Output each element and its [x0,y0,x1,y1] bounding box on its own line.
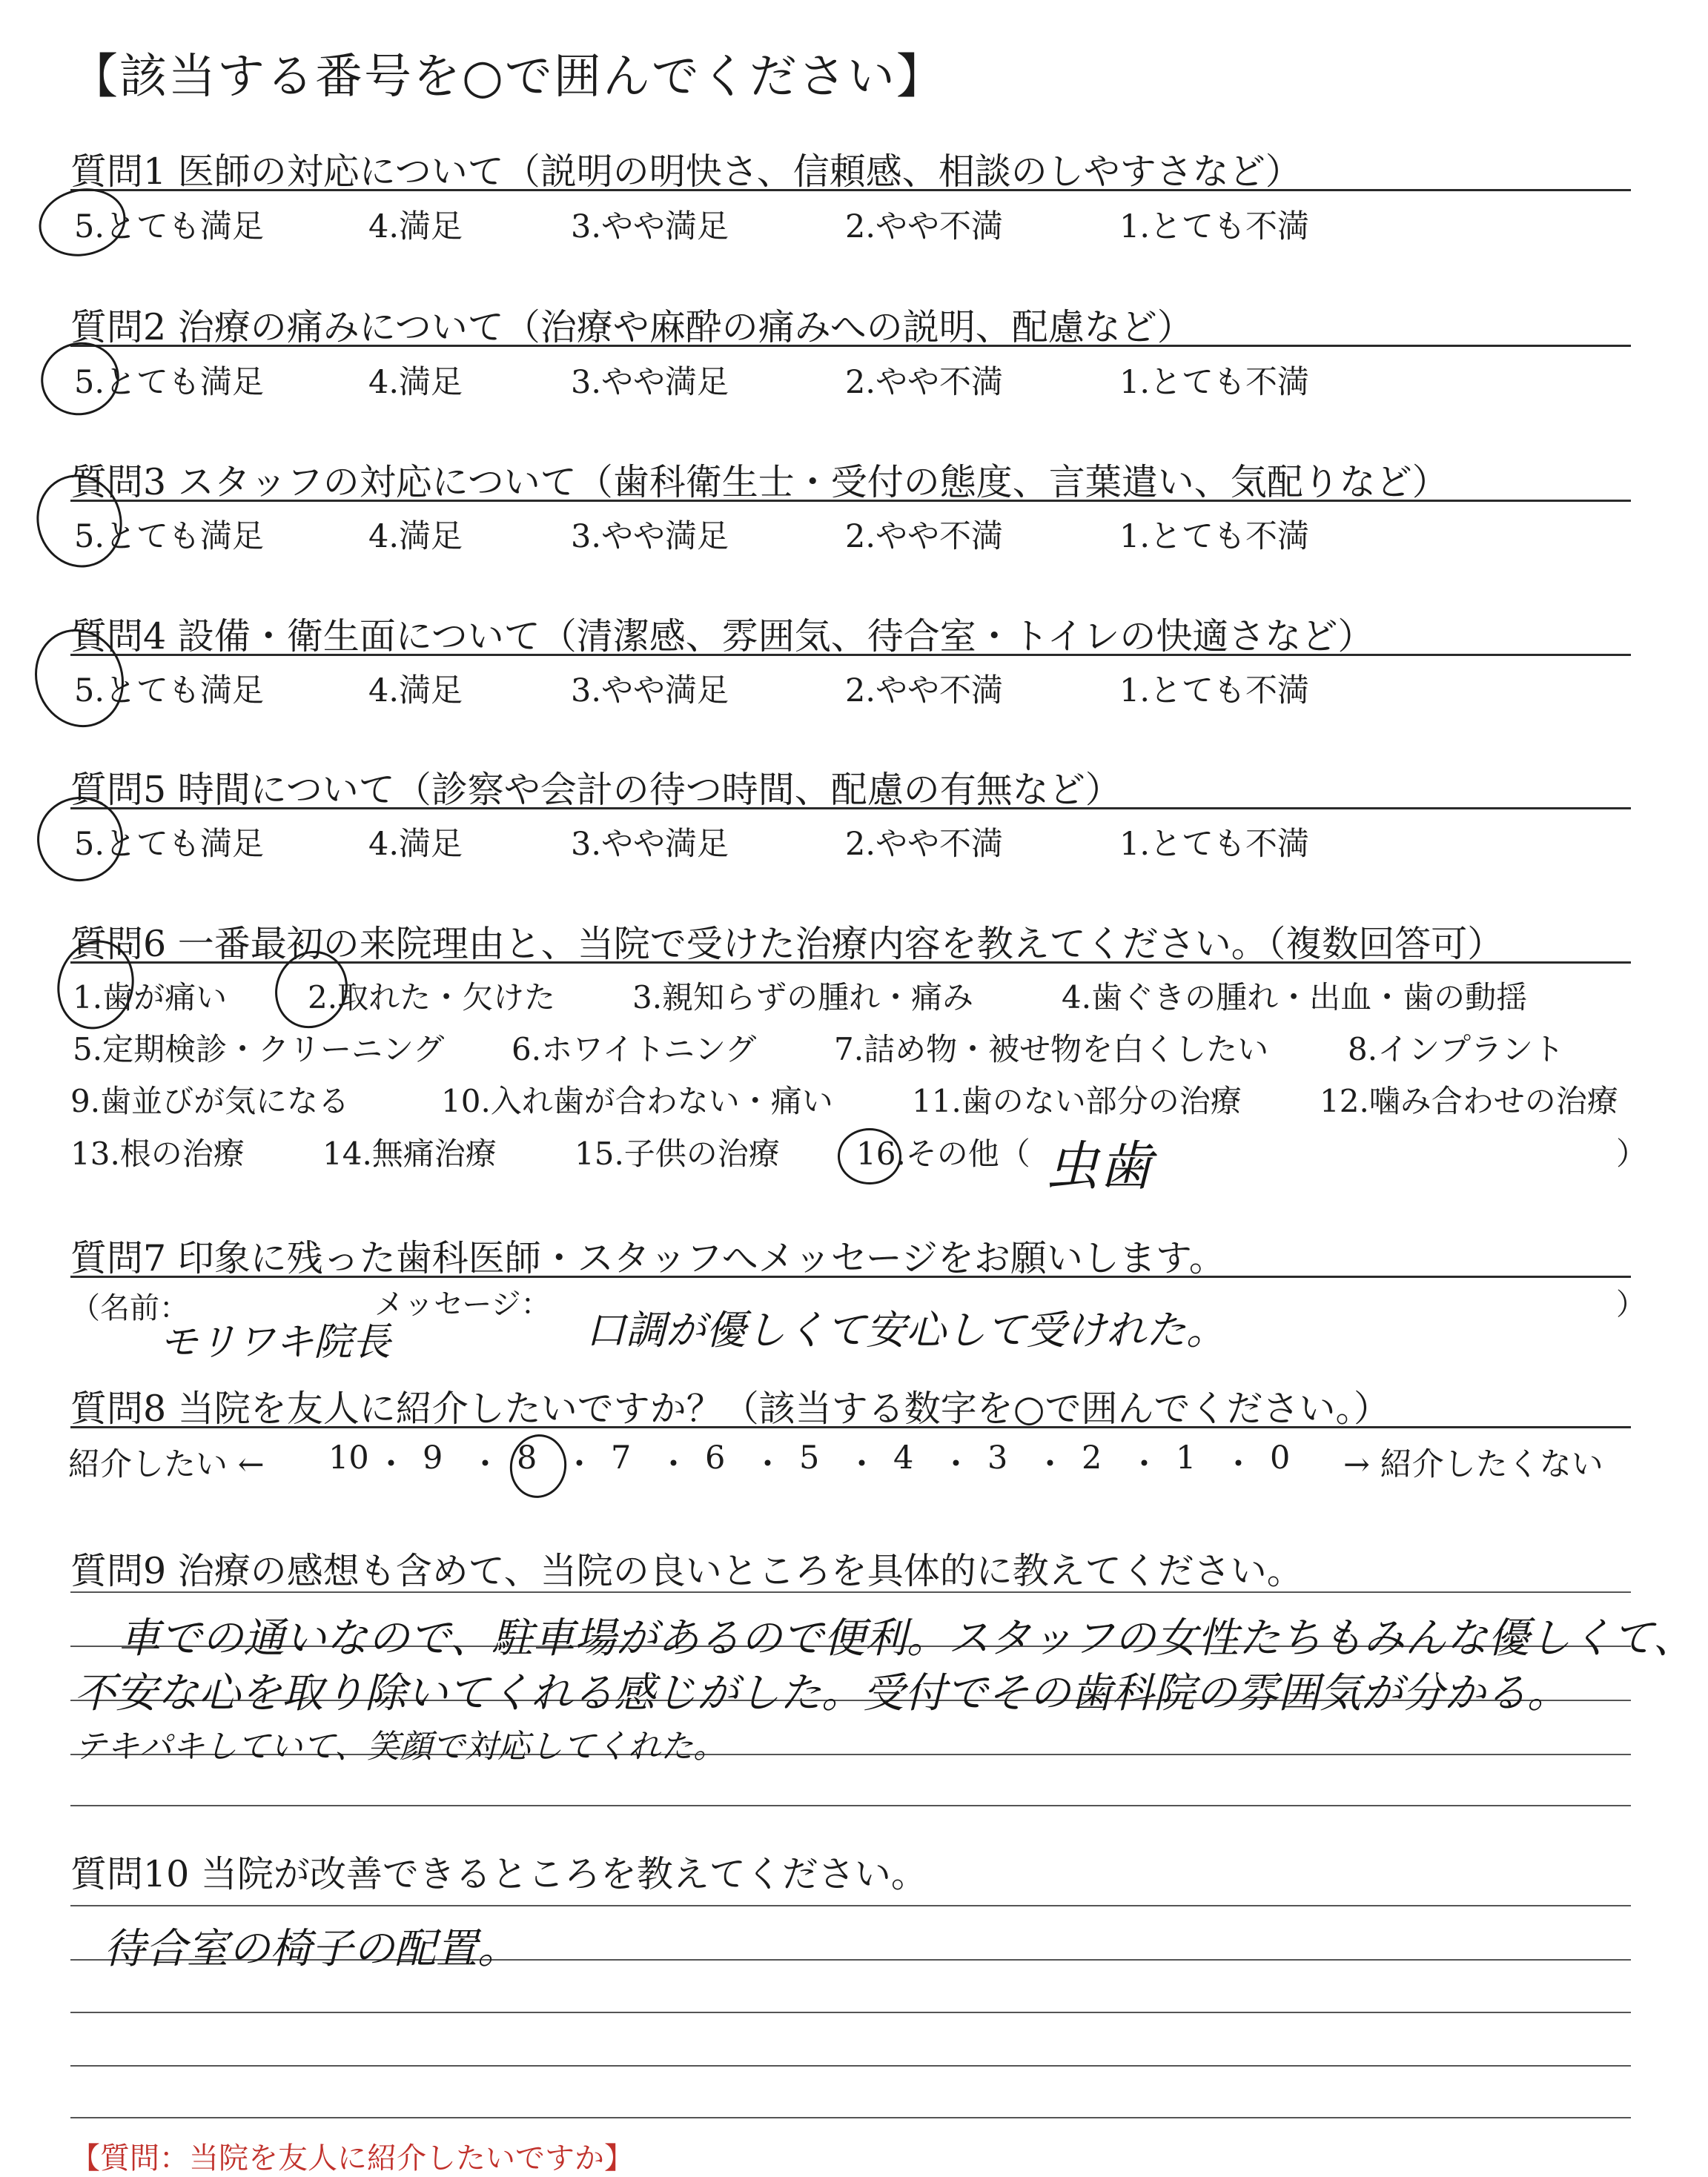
q10-line-5 [70,2117,1631,2118]
q6-item-4[interactable]: 4.歯ぐきの腫れ・出血・歯の動揺 [1062,979,1528,1015]
q7-message-label: メッセージ： [374,1288,551,1322]
q8-score-4[interactable]: 4 [893,1439,914,1477]
q9-line-5 [70,1805,1631,1806]
q10-answer[interactable]: 待合室の椅子の配置。 [104,1925,519,1973]
q8-separator: ・ [1128,1446,1160,1483]
q4-option-3[interactable]: 3.やや満足 [571,672,729,709]
q8-separator: ・ [752,1446,784,1483]
q4-option-2[interactable]: 2.やや不満 [845,672,1004,709]
q10-line-3 [70,2012,1631,2013]
q2-option-5[interactable]: 5.とても満足 [74,364,265,401]
q9-answer-line-1[interactable]: 車での通いなので、駐車場があるので便利。スタッフの女性たちもみんな優しくて、 [119,1614,1695,1663]
q8-score-2[interactable]: 2 [1082,1439,1102,1477]
q7-message-answer[interactable]: 口調が優しくて安心して受けれた。 [586,1307,1226,1353]
q7-close-paren: ） [1616,1288,1646,1322]
q3-option-1[interactable]: 1.とても不満 [1119,518,1310,555]
q4-option-4[interactable]: 4.満足 [368,672,463,709]
question-3-text: 質問3 スタッフの対応について（歯科衛生士・受付の態度、言葉遣い、気配りなど） [70,461,1449,503]
q6-other-answer[interactable]: 虫歯 [1045,1135,1153,1197]
q10-line-1 [70,1905,1631,1906]
q5-option-1[interactable]: 1.とても不満 [1119,826,1310,863]
q3-option-3[interactable]: 3.やや満足 [571,518,729,555]
question-9-text: 質問9 治療の感想も含めて、当院の良いところを具体的に教えてください。 [70,1550,1303,1592]
q1-option-4[interactable]: 4.満足 [368,208,463,245]
page-title: 【該当する番号を○で囲んでください】 [70,50,945,105]
q6-item-12[interactable]: 12.噛み合わせの治療 [1320,1083,1618,1119]
q6-item-14[interactable]: 14.無痛治療 [322,1136,497,1172]
q1-option-5[interactable]: 5.とても満足 [74,208,265,245]
q8-left-label: 紹介したい ← [68,1446,265,1483]
question-4-text: 質問4 設備・衛生面について（清潔感、雰囲気、待合室・トイレの快適さなど） [70,615,1374,657]
q6-item-16-circle [838,1128,901,1184]
q8-separator: ・ [563,1446,595,1483]
question-6-text: 質問6 一番最初の来院理由と、当院で受けた治療内容を教えてください。（複数回答可） [70,923,1504,965]
q8-score-5[interactable]: 5 [799,1439,820,1477]
q8-score-9[interactable]: 9 [423,1439,443,1477]
q9-answer-line-2[interactable]: 不安な心を取り除いてくれる感じがした。受付でその歯科院の雰囲気が分かる。 [74,1669,1569,1717]
q1-option-2[interactable]: 2.やや不満 [845,208,1004,245]
question-2-rule [70,345,1631,347]
q1-option-1[interactable]: 1.とても不満 [1119,208,1310,245]
question-3-rule [70,500,1631,502]
question-1-text: 質問1 医師の対応について（説明の明快さ、信頼感、相談のしやすさなど） [70,150,1302,193]
q6-item-5[interactable]: 5.定期検診・クリーニング [73,1031,445,1067]
q6-other-close-paren: ） [1616,1136,1648,1172]
q8-score-10[interactable]: 10 [328,1439,369,1477]
q6-item-10[interactable]: 10.入れ歯が合わない・痛い [441,1083,833,1119]
question-5-rule [70,807,1631,809]
q1-option-3[interactable]: 3.やや満足 [571,208,729,245]
q7-name-label: （名前： [70,1291,189,1325]
q8-score-0[interactable]: 0 [1270,1439,1291,1477]
q2-option-1[interactable]: 1.とても不満 [1119,364,1310,401]
q8-score-7[interactable]: 7 [611,1439,632,1477]
q6-item-7[interactable]: 7.詰め物・被せ物を白くしたい [834,1031,1269,1067]
q8-score-3[interactable]: 3 [987,1439,1008,1477]
q8-separator: ・ [469,1446,501,1483]
q8-score-6[interactable]: 6 [705,1439,726,1477]
q8-separator: ・ [375,1446,407,1483]
q8-selected-circle [505,1430,572,1502]
next-page-heading: 【質問：当院を友人に紹介したいですか】 [70,2141,634,2176]
q8-separator: ・ [1222,1446,1254,1483]
q3-option-2[interactable]: 2.やや不満 [845,518,1004,555]
question-10-text: 質問10 当院が改善できるところを教えてください。 [70,1853,927,1895]
q10-line-4 [70,2065,1631,2067]
q8-score-8[interactable]: 8 [517,1439,537,1477]
q4-option-1[interactable]: 1.とても不満 [1119,672,1310,709]
question-8-rule [70,1426,1631,1428]
q5-option-5[interactable]: 5.とても満足 [74,826,265,863]
q6-item-16[interactable]: 16.その他（ [856,1136,1030,1172]
question-8-text: 質問8 当院を友人に紹介したいですか？（該当する数字を○で囲んでください。） [70,1388,1391,1430]
q5-option-2[interactable]: 2.やや不満 [845,826,1004,863]
q6-item-1[interactable]: 1.歯が痛い [73,979,228,1015]
q8-separator: ・ [1034,1446,1066,1483]
q9-line-1 [70,1591,1631,1593]
q2-option-3[interactable]: 3.やや満足 [571,364,729,401]
q5-option-3[interactable]: 3.やや満足 [571,826,729,863]
q6-item-2[interactable]: 2.取れた・欠けた [308,979,556,1015]
question-4-rule [70,654,1631,656]
q2-option-4[interactable]: 4.満足 [368,364,463,401]
q6-item-15[interactable]: 15.子供の治療 [575,1136,780,1172]
q3-option-5[interactable]: 5.とても満足 [74,518,265,555]
q8-separator: ・ [658,1446,689,1483]
q8-score-1[interactable]: 1 [1176,1439,1196,1477]
question-2-text: 質問2 治療の痛みについて（治療や麻酔の痛みへの説明、配慮など） [70,306,1194,348]
q9-answer-line-3[interactable]: テキパキしていて、笑顔で対応してくれた。 [74,1728,726,1766]
q4-option-5[interactable]: 5.とても満足 [74,672,265,709]
q6-item-9[interactable]: 9.歯並びが気になる [70,1083,350,1119]
q6-item-3[interactable]: 3.親知らずの腫れ・痛み [632,979,974,1015]
q6-item-13[interactable]: 13.根の治療 [70,1136,245,1172]
question-7-text: 質問7 印象に残った歯科医師・スタッフへメッセージをお願いします。 [70,1237,1225,1279]
q5-option-4[interactable]: 4.満足 [368,826,463,863]
q6-item-11[interactable]: 11.歯のない部分の治療 [912,1083,1242,1119]
q6-item-6[interactable]: 6.ホワイトニング [512,1031,757,1067]
question-1-rule [70,189,1631,191]
question-5-text: 質問5 時間について（診察や会計の待つ時間、配慮の有無など） [70,769,1122,811]
q3-option-4[interactable]: 4.満足 [368,518,463,555]
q8-separator: ・ [940,1446,972,1483]
q8-separator: ・ [846,1446,878,1483]
question-7-rule [70,1276,1631,1278]
q7-name-answer[interactable]: モリワキ院長 [159,1320,391,1365]
q2-option-2[interactable]: 2.やや不満 [845,364,1004,401]
q8-right-label: → 紹介したくない [1343,1446,1603,1483]
q6-item-8[interactable]: 8.インプラント [1348,1031,1565,1067]
